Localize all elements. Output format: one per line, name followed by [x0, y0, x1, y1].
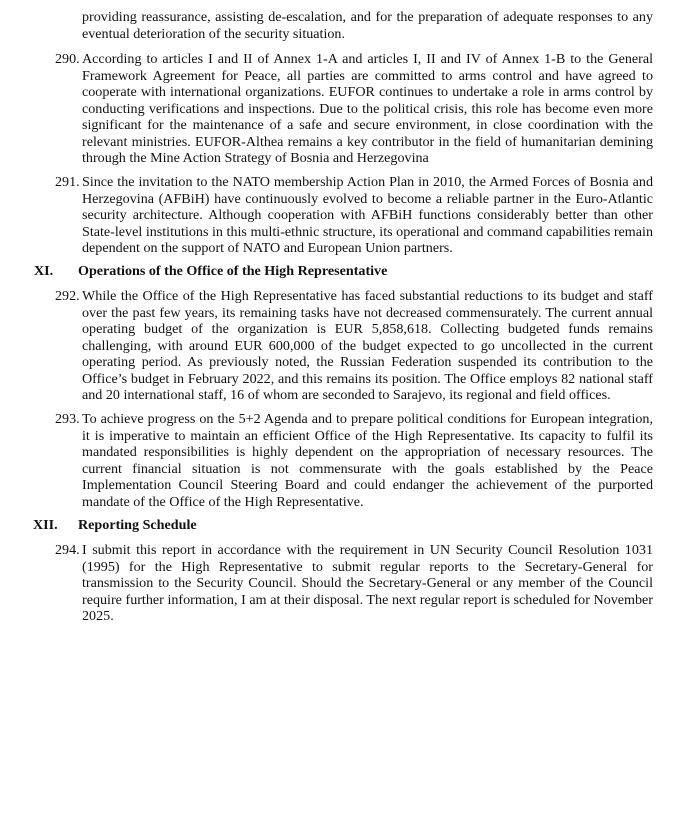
paragraph-number-294: 294.	[55, 542, 80, 558]
section-heading-xii	[0, 517, 684, 534]
continuation-paragraph: providing reassurance, assisting de-escalation, and for the preparation of adequate responses to any eventual deterioration of the security situation.	[82, 9, 653, 42]
paragraph-number-292: 292.	[55, 288, 80, 304]
paragraph-292: While the Office of the High Representative has faced substantial reductions to its budget and staff over the past few years, its remaining tasks have not decreased commensurately. The current annual operating budget of the organization is EUR 5,858,618. Collecting budgeted funds remains challenging, with around EUR 600,000 of the budget expected to go uncollected in the current operating period. As previously noted, the Russian Federation suspended its contribution to the Office’s budget in February 2022, and this remains its position. The Office employs 82 national staff and 20 international staff, 16 of whom are seconded to Sarajevo, its regional and field offices.	[82, 288, 653, 404]
paragraph-290: According to articles I and II of Annex 1-A and articles I, II and IV of Annex 1-B to the General Framework Agreement for Peace, all parties are committed to arms control and have agreed to cooperate with international organizations. EUFOR continues to undertake a role in arms control by conducting verifications and inspections. Due to the political crisis, this role has become even more significant for the maintenance of a safe and secure environment, in close coordination with the relevant ministries. EUFOR-Althea remains a key contributor in the field of humanitarian demining through the Mine Action Strategy of Bosnia and Herzegovina	[82, 51, 653, 167]
section-title: Reporting Schedule	[78, 517, 197, 533]
paragraph-number-290: 290.	[55, 51, 80, 67]
paragraph-294: I submit this report in accordance with the requirement in UN Security Council Resolution 1031 (1995) for the High Representative to submit regular reports to the Secretary-General for transmission to the Security Council. Should the Secretary-General or any member of the Council require further information, I am at their disposal. The next regular report is scheduled for November 2025.	[82, 542, 653, 625]
paragraph-291: Since the invitation to the NATO membership Action Plan in 2010, the Armed Forces of Bosnia and Herzegovina (AFBiH) have continuously evolved to become a reliable partner in the Euro-Atlantic security architecture. Although cooperation with AFBiH functions considerably better than other State-level institutions in this multi-ethnic structure, its operational and command capabilities remain dependent on the support of NATO and European Union partners.	[82, 174, 653, 257]
section-title: Operations of the Office of the High Representative	[78, 263, 388, 279]
paragraph-number-293: 293.	[55, 411, 80, 427]
section-number: XII.	[33, 517, 58, 533]
section-heading-xi	[0, 263, 684, 280]
section-number: XI.	[34, 263, 54, 279]
paragraph-293: To achieve progress on the 5+2 Agenda and to prepare political conditions for European integration, it is imperative to maintain an efficient Office of the High Representative. Its capacity to fulfil its mandated responsibilities is highly dependent on the appropriation of necessary resources. The current financial situation is not commensurate with the goals established by the Peace Implementation Council Steering Board and could endanger the achievement of the purported mandate of the Office of the High Representative.	[82, 411, 653, 510]
paragraph-number-291: 291.	[55, 174, 80, 190]
